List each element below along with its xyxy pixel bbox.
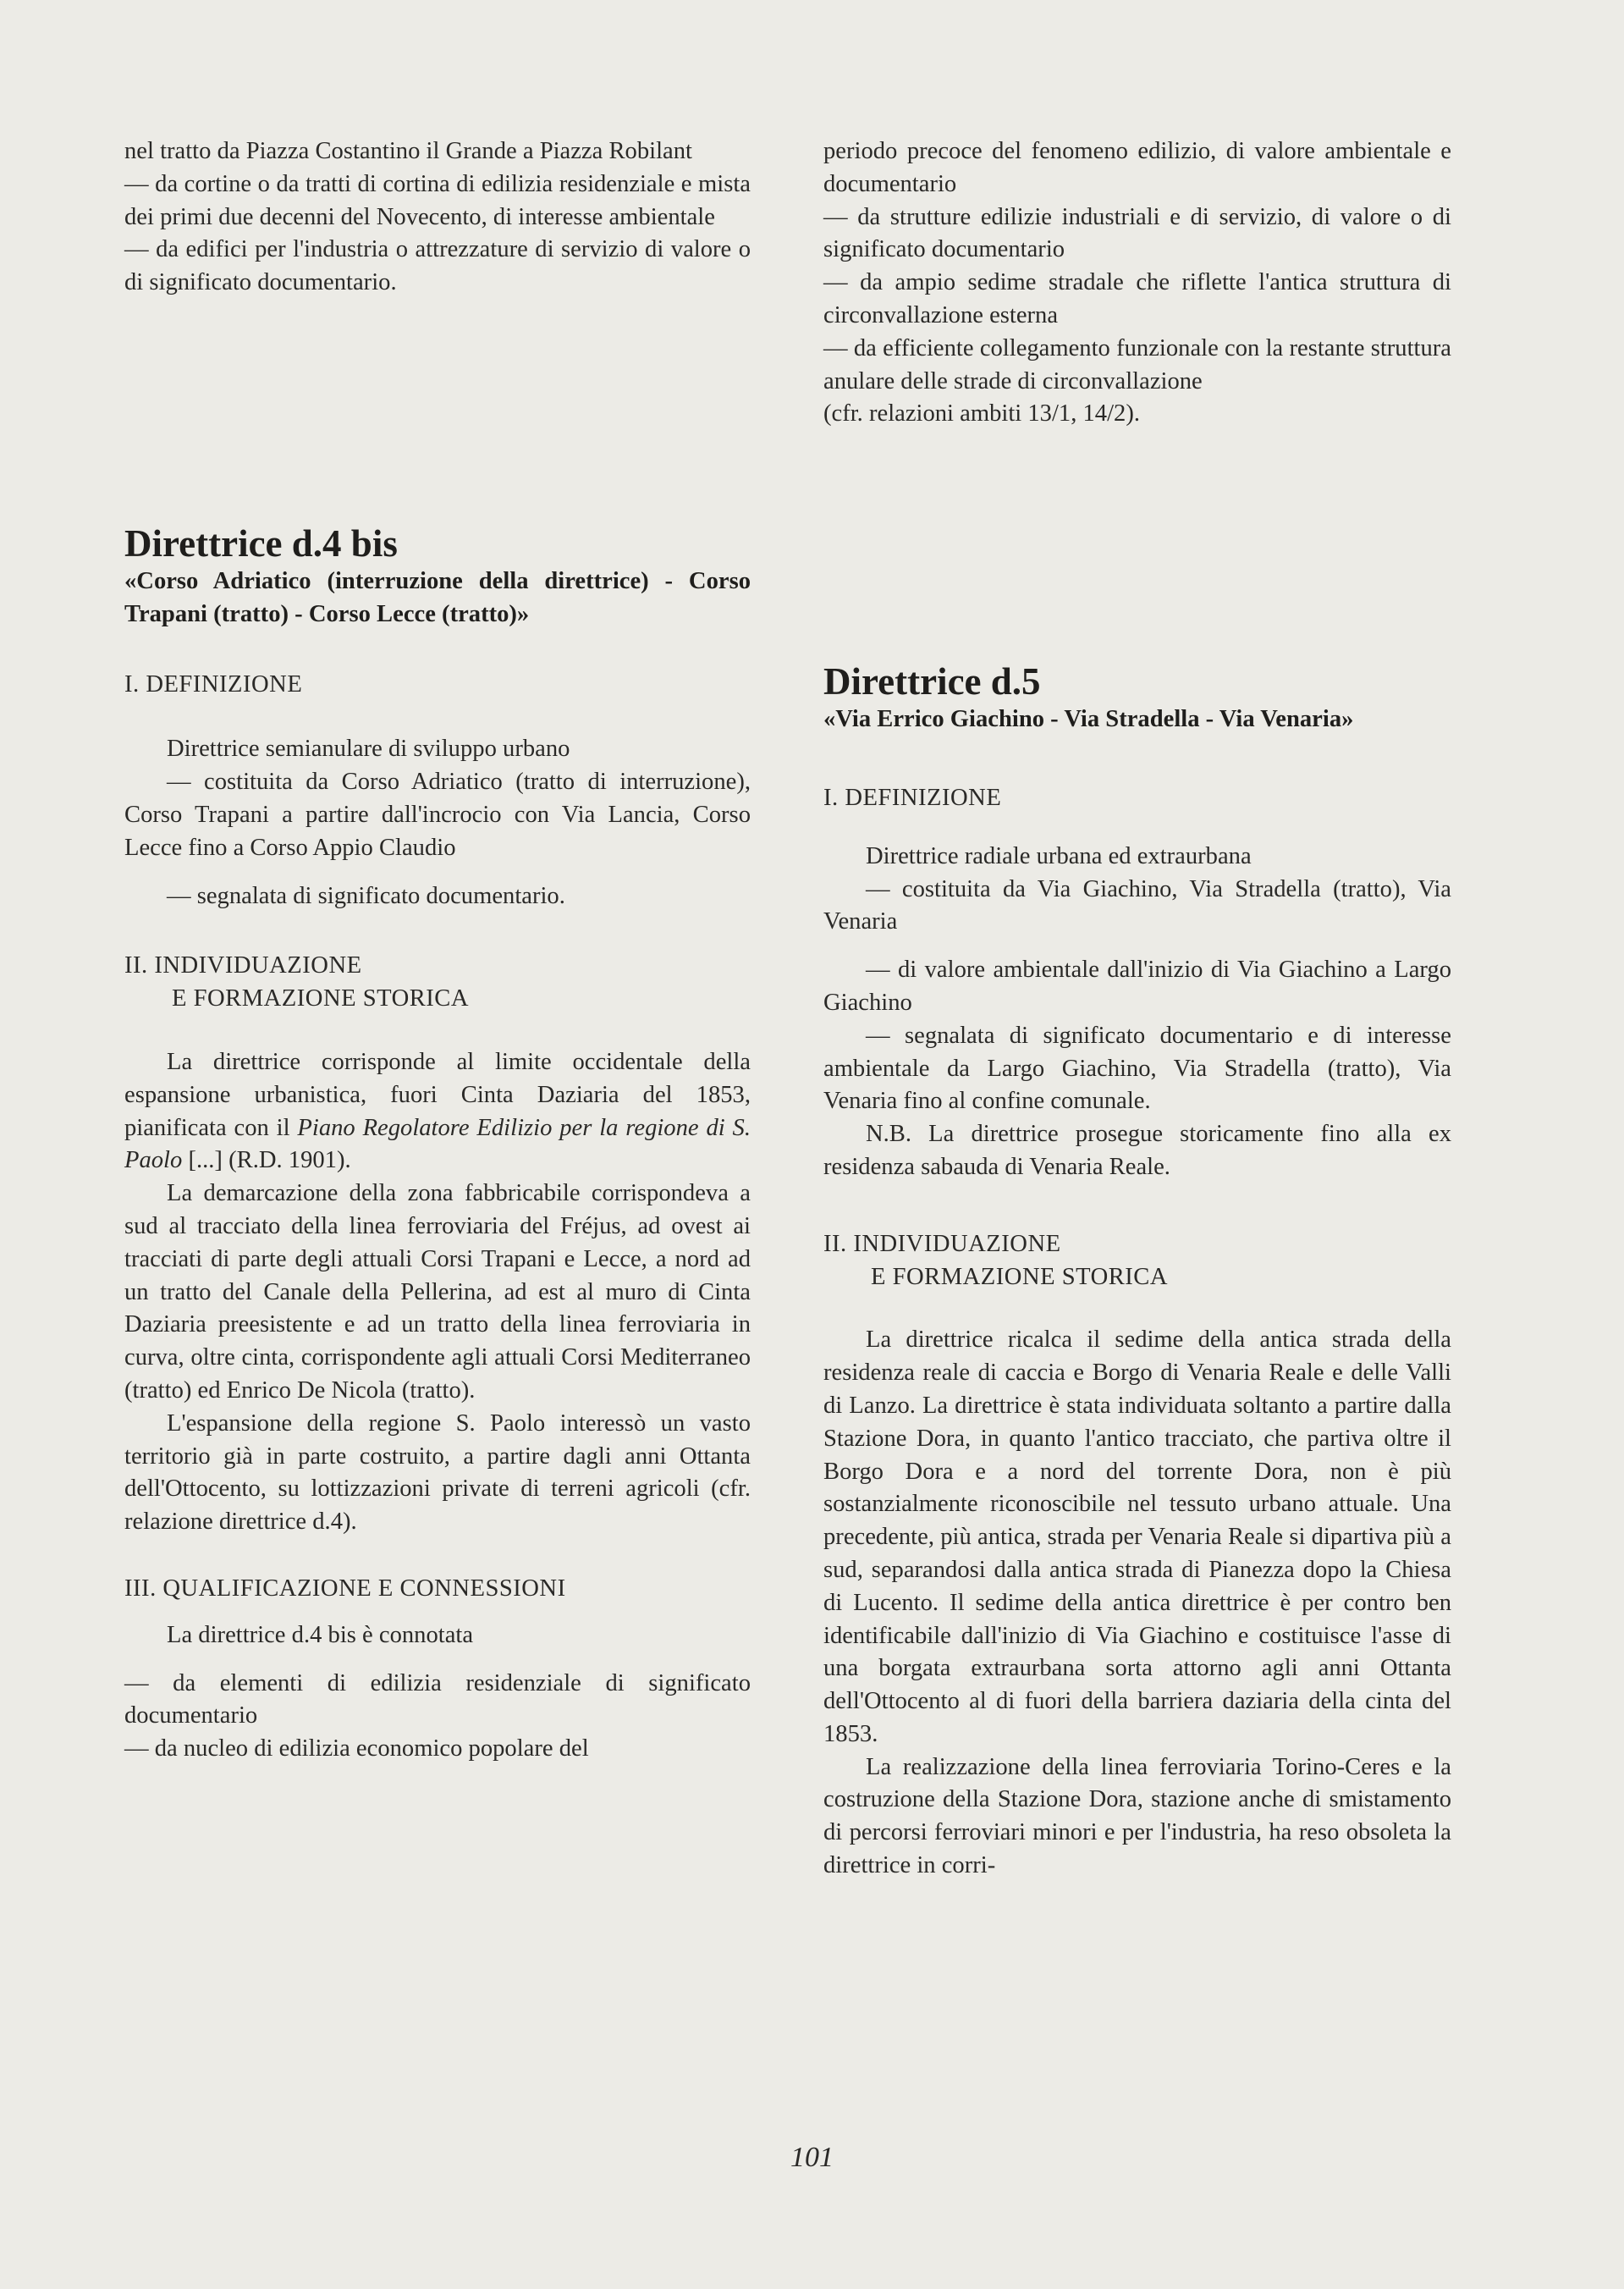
- paragraph: — di valore ambientale dall'inizio di Via Giachino a Largo Giachino: [823, 957, 1451, 1016]
- intro-line: — da ampio sedime stradale che riflette l'antica struttura di circonvallazione esterna: [823, 269, 1451, 328]
- paragraph: — da nucleo di edilizia economico popolare del: [124, 1735, 589, 1762]
- intro-line: nel tratto da Piazza Costantino il Grande a Piazza Robilant: [124, 138, 692, 164]
- paragraph: — da elementi di edilizia residenziale di significato documentario: [124, 1669, 751, 1729]
- paragraph: Direttrice semianulare di sviluppo urbano: [167, 736, 570, 763]
- heading-individuazione: [124, 950, 751, 1016]
- intro-line: — da strutture edilizie industriali e di servizio, di valore o di significato documentario: [823, 203, 1451, 263]
- paragraph: La realizzazione della linea ferroviaria Torino-Ceres e la costruzione della Stazione Dora, stazione anche di smistamento di percorsi ferroviari minori e per l'industria, ha reso obsoleta la direttrice in corri-: [823, 1753, 1451, 1879]
- left-column: [124, 135, 751, 1766]
- paragraph: La direttrice corrisponde al limite occidentale della espansione urbanistica, fuori Cinta Daziaria del 1853, pianificata con il Piano Regolatore Edilizio per la regione di S. Paolo [...] (R.D. 1901).: [124, 1048, 751, 1174]
- paragraph: — segnalata di significato documentario e di interesse ambientale da Largo Giachino, Via Stradella (tratto), Via Venaria fino al confine comunale.: [823, 1022, 1451, 1115]
- page-number: 101: [790, 2142, 834, 2173]
- paragraph: La demarcazione della zona fabbricabile corrispondeva a sud al tracciato della linea ferroviaria del Fréjus, ad ovest ai tracciati di parte degli attuali Corsi Trapani e Lecce, a nord ad un tratto del Canale della Pellerina, ad est al muro di Cinta Daziaria preesistente e ad un tratto della linea ferroviaria in curva, oltre cinta, corrispondente agli attuali Corsi Mediterraneo (tratto) ed Enrico De Nicola (tratto).: [124, 1180, 751, 1404]
- paragraph: — costituita da Corso Adriatico (tratto di interruzione), Corso Trapani a partire dall'incrocio con Via Lancia, Corso Lecce fino a Corso Appio Claudio: [124, 769, 751, 861]
- heading-definizione: I. DEFINIZIONE: [124, 670, 303, 698]
- heading-line: II. INDIVIDUAZIONE: [124, 952, 362, 979]
- right-column: [823, 135, 1451, 1883]
- section-title-d4bis: Direttrice d.4 bis: [124, 521, 398, 565]
- heading-line: E FORMAZIONE STORICA: [172, 985, 470, 1012]
- paragraph: Direttrice radiale urbana ed extraurbana: [866, 842, 1252, 869]
- italic-title: Piano Regolatore Edilizio per la regione di S. Paolo: [124, 1114, 751, 1174]
- intro-line: (cfr. relazioni ambiti 13/1, 14/2).: [823, 400, 1140, 427]
- paragraph: — segnalata di significato documentario.: [167, 882, 565, 909]
- intro-line: periodo precoce del fenomeno edilizio, di valore ambientale e documentario: [823, 138, 1451, 197]
- paragraph: La direttrice ricalca il sedime della antica strada della residenza reale di caccia e Borgo di Venaria Reale e delle Valli di Lanzo. La direttrice è stata individuata soltanto a partire dalla Stazione Dora, in quanto l'antico tracciato, che partiva oltre il Borgo Dora e a nord del torrente Dora, non è più sostanzialmente riconoscibile nel tessuto urbano attuale. Una precedente, più antica, strada per Venaria Reale si dipartiva più a sud, separandosi dalla antica strada di Pianezza dopo la Chiesa di Lucento. Il sedime della antica direttrice è per contro ben identificabile dall'inizio di Via Giachino e costituisce l'asse di una borgata extraurbana sorta attorno agli anni Ottanta dell'Ottocento al di fuori della barriera daziaria della cinta del 1853.: [823, 1327, 1451, 1747]
- heading-definizione: I. DEFINIZIONE: [823, 784, 1002, 811]
- section-subtitle-d5: «Via Errico Giachino - Via Stradella - Via Venaria»: [823, 706, 1354, 733]
- section-subtitle-d4bis: «Corso Adriatico (interruzione della direttrice) - Corso Trapani (tratto) - Corso Lecce (tratto)»: [124, 567, 751, 627]
- section-title-d5: Direttrice d.5: [823, 660, 1041, 703]
- intro-line: — da edifici per l'industria o attrezzature di servizio di valore o di significato documentario.: [124, 236, 751, 296]
- heading-line: E FORMAZIONE STORICA: [871, 1263, 1169, 1290]
- paragraph: L'espansione della regione S. Paolo interessò un vasto territorio già in parte costruito, a partire dagli anni Ottanta dell'Ottocento, su lottizzazioni private di terreni agricoli (cfr. relazione direttrice d.4).: [124, 1409, 751, 1536]
- paragraph: La direttrice d.4 bis è connotata: [167, 1621, 474, 1648]
- paragraph: — costituita da Via Giachino, Via Stradella (tratto), Via Venaria: [823, 875, 1451, 935]
- heading-line: II. INDIVIDUAZIONE: [823, 1230, 1061, 1257]
- heading-individuazione: [823, 1228, 1451, 1294]
- intro-line: — da cortine o da tratti di cortina di edilizia residenziale e mista dei primi due decenni del Novecento, di interesse ambientale: [124, 170, 751, 230]
- paragraph: N.B. La direttrice prosegue storicamente fino alla ex residenza sabauda di Venaria Reale.: [823, 1121, 1451, 1180]
- heading-qualificazione: III. QUALIFICAZIONE E CONNESSIONI: [124, 1575, 566, 1602]
- intro-line: — da efficiente collegamento funzionale con la restante struttura anulare delle strade di circonvallazione: [823, 334, 1451, 394]
